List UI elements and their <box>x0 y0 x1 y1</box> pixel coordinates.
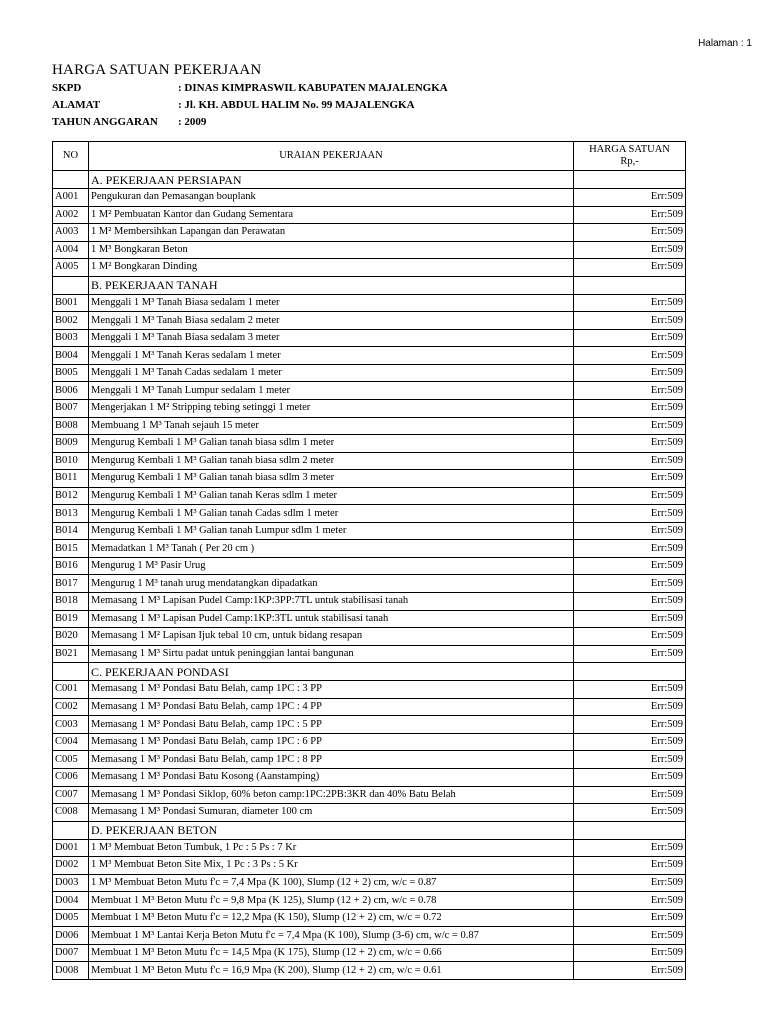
item-price: Err:509 <box>574 241 686 259</box>
table-row <box>53 698 686 716</box>
item-price: Err:509 <box>574 768 686 786</box>
table-row <box>53 452 686 470</box>
item-price: Err:509 <box>574 628 686 646</box>
table-row <box>53 189 686 207</box>
item-price: Err:509 <box>574 470 686 488</box>
item-price: Err:509 <box>574 364 686 382</box>
table-row <box>53 241 686 259</box>
table-row <box>53 259 686 277</box>
table-row <box>53 804 686 822</box>
item-code: B018 <box>53 593 89 611</box>
item-code: B001 <box>53 294 89 312</box>
item-code: B003 <box>53 329 89 347</box>
item-description: Mengurug Kembali 1 M³ Galian tanah biasa sdlm 1 meter <box>89 435 574 453</box>
item-price: Err:509 <box>574 892 686 910</box>
item-description: Menggali 1 M³ Tanah Keras sedalam 1 meter <box>89 347 574 365</box>
item-description: Menggali 1 M³ Tanah Biasa sedalam 3 meter <box>89 329 574 347</box>
item-description: Memasang 1 M³ Lapisan Pudel Camp:1KP:3PP:7TL untuk stabilisasi tanah <box>89 593 574 611</box>
item-code: B002 <box>53 312 89 330</box>
section-title: C. PEKERJAAN PONDASI <box>89 663 574 681</box>
meta-row-skpd <box>52 80 448 97</box>
item-price: Err:509 <box>574 294 686 312</box>
item-price: Err:509 <box>574 733 686 751</box>
item-description: Menggali 1 M³ Tanah Biasa sedalam 2 meter <box>89 312 574 330</box>
item-code: A005 <box>53 259 89 277</box>
table-row <box>53 716 686 734</box>
item-code: C003 <box>53 716 89 734</box>
item-code: B019 <box>53 610 89 628</box>
item-description: Memasang 1 M³ Pondasi Batu Belah, camp 1PC : 8 PP <box>89 751 574 769</box>
item-price: Err:509 <box>574 522 686 540</box>
item-code: B004 <box>53 347 89 365</box>
table-row <box>53 417 686 435</box>
table-row <box>53 224 686 242</box>
item-description: Memadatkan 1 M³ Tanah ( Per 20 cm ) <box>89 540 574 558</box>
table-row <box>53 364 686 382</box>
item-description: Membuat 1 M³ Beton Mutu f'c = 14,5 Mpa (K 175), Slump (12 + 2) cm, w/c = 0.66 <box>89 944 574 962</box>
table-row <box>53 435 686 453</box>
item-description: 1 M² Bongkaran Dinding <box>89 259 574 277</box>
item-description: Memasang 1 M³ Pondasi Batu Belah, camp 1PC : 5 PP <box>89 716 574 734</box>
item-description: 1 M³ Membuat Beton Mutu f'c = 7,4 Mpa (K 100), Slump (12 + 2) cm, w/c = 0.87 <box>89 874 574 892</box>
table-row <box>53 768 686 786</box>
section-code-cell <box>53 276 89 294</box>
item-description: Memasang 1 M³ Pondasi Batu Belah, camp 1PC : 6 PP <box>89 733 574 751</box>
item-code: D008 <box>53 962 89 980</box>
item-price: Err:509 <box>574 382 686 400</box>
item-description: Membuat 1 M³ Lantai Kerja Beton Mutu f'c = 7,4 Mpa (K 100), Slump (3-6) cm, w/c = 0.87 <box>89 927 574 945</box>
table-row <box>53 575 686 593</box>
table-row <box>53 645 686 663</box>
item-code: C008 <box>53 804 89 822</box>
item-description: 1 M² Pembuatan Kantor dan Gudang Sementara <box>89 206 574 224</box>
item-code: B013 <box>53 505 89 523</box>
item-code: B010 <box>53 452 89 470</box>
item-price: Err:509 <box>574 206 686 224</box>
section-price-cell <box>574 276 686 294</box>
table-row <box>53 857 686 875</box>
item-code: A003 <box>53 224 89 242</box>
item-price: Err:509 <box>574 417 686 435</box>
item-code: C007 <box>53 786 89 804</box>
item-description: Memasang 1 M³ Pondasi Sumuran, diameter 100 cm <box>89 804 574 822</box>
meta-key: TAHUN ANGGARAN <box>52 116 158 128</box>
item-code: D003 <box>53 874 89 892</box>
item-price: Err:509 <box>574 487 686 505</box>
item-code: B012 <box>53 487 89 505</box>
item-description: Mengurug Kembali 1 M³ Galian tanah biasa sdlm 3 meter <box>89 470 574 488</box>
item-description: Mengurug 1 M³ Pasir Urug <box>89 557 574 575</box>
item-price: Err:509 <box>574 857 686 875</box>
item-price: Err:509 <box>574 698 686 716</box>
item-description: 1 M³ Bongkaran Beton <box>89 241 574 259</box>
item-price: Err:509 <box>574 927 686 945</box>
header-uraian: URAIAN PEKERJAAN <box>89 142 574 171</box>
page-number: Halaman : 1 <box>698 38 752 49</box>
table-row <box>53 557 686 575</box>
section-code-cell <box>53 171 89 189</box>
item-description: 1 M² Membersihkan Lapangan dan Perawatan <box>89 224 574 242</box>
table-row <box>53 522 686 540</box>
table-row <box>53 593 686 611</box>
item-price: Err:509 <box>574 557 686 575</box>
item-description: Memasang 1 M³ Sirtu padat untuk peninggian lantai bangunan <box>89 645 574 663</box>
item-code: A001 <box>53 189 89 207</box>
item-price: Err:509 <box>574 716 686 734</box>
table-row <box>53 628 686 646</box>
item-description: Membuat 1 M³ Beton Mutu f'c = 16,9 Mpa (K 200), Slump (12 + 2) cm, w/c = 0.61 <box>89 962 574 980</box>
table-row <box>53 312 686 330</box>
document-meta <box>52 80 448 131</box>
item-price: Err:509 <box>574 189 686 207</box>
item-price: Err:509 <box>574 610 686 628</box>
item-description: Memasang 1 M³ Lapisan Pudel Camp:1KP:3TL untuk stabilisasi tanah <box>89 610 574 628</box>
table-body <box>53 171 686 980</box>
item-description: Memasang 1 M³ Pondasi Siklop, 60% beton camp:1PC:2PB:3KR dan 40% Batu Belah <box>89 786 574 804</box>
section-title: B. PEKERJAAN TANAH <box>89 276 574 294</box>
table-row <box>53 874 686 892</box>
meta-value: : Jl. KH. ABDUL HALIM No. 99 MAJALENGKA <box>178 99 415 111</box>
section-title: D. PEKERJAAN BETON <box>89 821 574 839</box>
table-row <box>53 786 686 804</box>
table-row <box>53 610 686 628</box>
item-description: Memasang 1 M³ Pondasi Batu Belah, camp 1PC : 4 PP <box>89 698 574 716</box>
table-row <box>53 206 686 224</box>
item-code: D005 <box>53 909 89 927</box>
section-price-cell <box>574 663 686 681</box>
item-price: Err:509 <box>574 804 686 822</box>
table-row <box>53 944 686 962</box>
item-price: Err:509 <box>574 329 686 347</box>
item-price: Err:509 <box>574 452 686 470</box>
table-row <box>53 487 686 505</box>
item-description: Membuat 1 M³ Beton Mutu f'c = 9,8 Mpa (K 125), Slump (12 + 2) cm, w/c = 0.78 <box>89 892 574 910</box>
header-no: NO <box>53 142 89 171</box>
table-header-row <box>53 142 686 171</box>
item-description: Menggali 1 M³ Tanah Biasa sedalam 1 meter <box>89 294 574 312</box>
item-price: Err:509 <box>574 874 686 892</box>
item-price: Err:509 <box>574 435 686 453</box>
item-description: Menggali 1 M³ Tanah Cadas sedalam 1 meter <box>89 364 574 382</box>
table-row <box>53 733 686 751</box>
item-code: D004 <box>53 892 89 910</box>
item-description: Mengurug Kembali 1 M³ Galian tanah biasa sdlm 2 meter <box>89 452 574 470</box>
table-row <box>53 892 686 910</box>
item-price: Err:509 <box>574 944 686 962</box>
item-description: Memasang 1 M³ Pondasi Batu Kosong (Aanstamping) <box>89 768 574 786</box>
item-price: Err:509 <box>574 312 686 330</box>
document-title: HARGA SATUAN PEKERJAAN <box>52 62 262 78</box>
item-description: Membuat 1 M³ Beton Mutu f'c = 12,2 Mpa (K 150), Slump (12 + 2) cm, w/c = 0.72 <box>89 909 574 927</box>
item-code: B021 <box>53 645 89 663</box>
table-row <box>53 294 686 312</box>
meta-value: : 2009 <box>178 116 207 128</box>
item-code: B014 <box>53 522 89 540</box>
item-code: C002 <box>53 698 89 716</box>
item-description: Mengurug Kembali 1 M³ Galian tanah Lumpur sdlm 1 meter <box>89 522 574 540</box>
item-description: Memasang 1 M³ Pondasi Batu Belah, camp 1PC : 3 PP <box>89 681 574 699</box>
table-row <box>53 470 686 488</box>
table-row <box>53 347 686 365</box>
header-harga-satuan: HARGA SATUAN Rp,- <box>574 142 686 171</box>
item-price: Err:509 <box>574 224 686 242</box>
item-price: Err:509 <box>574 505 686 523</box>
table-row <box>53 962 686 980</box>
section-price-cell <box>574 171 686 189</box>
item-code: A002 <box>53 206 89 224</box>
item-description: Membuang 1 M³ Tanah sejauh 15 meter <box>89 417 574 435</box>
item-description: Mengerjakan 1 M² Stripping tebing setinggi 1 meter <box>89 400 574 418</box>
item-code: B005 <box>53 364 89 382</box>
item-price: Err:509 <box>574 400 686 418</box>
item-price: Err:509 <box>574 751 686 769</box>
item-price: Err:509 <box>574 681 686 699</box>
item-code: B017 <box>53 575 89 593</box>
item-description: Memasang 1 M² Lapisan Ijuk tebal 10 cm, untuk bidang resapan <box>89 628 574 646</box>
item-code: C004 <box>53 733 89 751</box>
item-code: B008 <box>53 417 89 435</box>
section-row <box>53 276 686 294</box>
item-price: Err:509 <box>574 593 686 611</box>
section-code-cell <box>53 663 89 681</box>
item-price: Err:509 <box>574 962 686 980</box>
table-row <box>53 540 686 558</box>
meta-value: : DINAS KIMPRASWIL KABUPATEN MAJALENGKA <box>178 82 448 94</box>
table-row <box>53 329 686 347</box>
table-row <box>53 681 686 699</box>
item-description: Mengurug Kembali 1 M³ Galian tanah Cadas sdlm 1 meter <box>89 505 574 523</box>
item-description: Menggali 1 M³ Tanah Lumpur sedalam 1 meter <box>89 382 574 400</box>
item-code: B015 <box>53 540 89 558</box>
table-row <box>53 909 686 927</box>
item-code: D006 <box>53 927 89 945</box>
item-code: B016 <box>53 557 89 575</box>
item-code: C001 <box>53 681 89 699</box>
table-row <box>53 505 686 523</box>
meta-row-tahun-anggaran <box>52 114 448 131</box>
item-description: Pengukuran dan Pemasangan bouplank <box>89 189 574 207</box>
item-price: Err:509 <box>574 540 686 558</box>
section-row <box>53 171 686 189</box>
price-table <box>52 141 686 980</box>
item-price: Err:509 <box>574 645 686 663</box>
meta-key: ALAMAT <box>52 99 101 111</box>
section-title: A. PEKERJAAN PERSIAPAN <box>89 171 574 189</box>
item-code: B007 <box>53 400 89 418</box>
item-code: B020 <box>53 628 89 646</box>
item-description: Mengurug Kembali 1 M³ Galian tanah Keras sdlm 1 meter <box>89 487 574 505</box>
meta-key: SKPD <box>52 82 82 94</box>
meta-row-alamat <box>52 97 448 114</box>
section-row <box>53 663 686 681</box>
item-code: D001 <box>53 839 89 857</box>
table-row <box>53 400 686 418</box>
section-code-cell <box>53 821 89 839</box>
item-code: D007 <box>53 944 89 962</box>
item-price: Err:509 <box>574 259 686 277</box>
item-price: Err:509 <box>574 347 686 365</box>
table-row <box>53 751 686 769</box>
item-description: Mengurug 1 M³ tanah urug mendatangkan dipadatkan <box>89 575 574 593</box>
item-code: A004 <box>53 241 89 259</box>
table-row <box>53 927 686 945</box>
item-description: 1 M³ Membuat Beton Tumbuk, 1 Pc : 5 Ps : 7 Kr <box>89 839 574 857</box>
table-row <box>53 382 686 400</box>
table-row <box>53 839 686 857</box>
item-code: C005 <box>53 751 89 769</box>
item-price: Err:509 <box>574 839 686 857</box>
section-row <box>53 821 686 839</box>
item-code: B009 <box>53 435 89 453</box>
item-code: D002 <box>53 857 89 875</box>
item-price: Err:509 <box>574 786 686 804</box>
item-code: B006 <box>53 382 89 400</box>
item-price: Err:509 <box>574 575 686 593</box>
item-code: C006 <box>53 768 89 786</box>
item-code: B011 <box>53 470 89 488</box>
section-price-cell <box>574 821 686 839</box>
item-price: Err:509 <box>574 909 686 927</box>
item-description: 1 M³ Membuat Beton Site Mix, 1 Pc : 3 Ps : 5 Kr <box>89 857 574 875</box>
